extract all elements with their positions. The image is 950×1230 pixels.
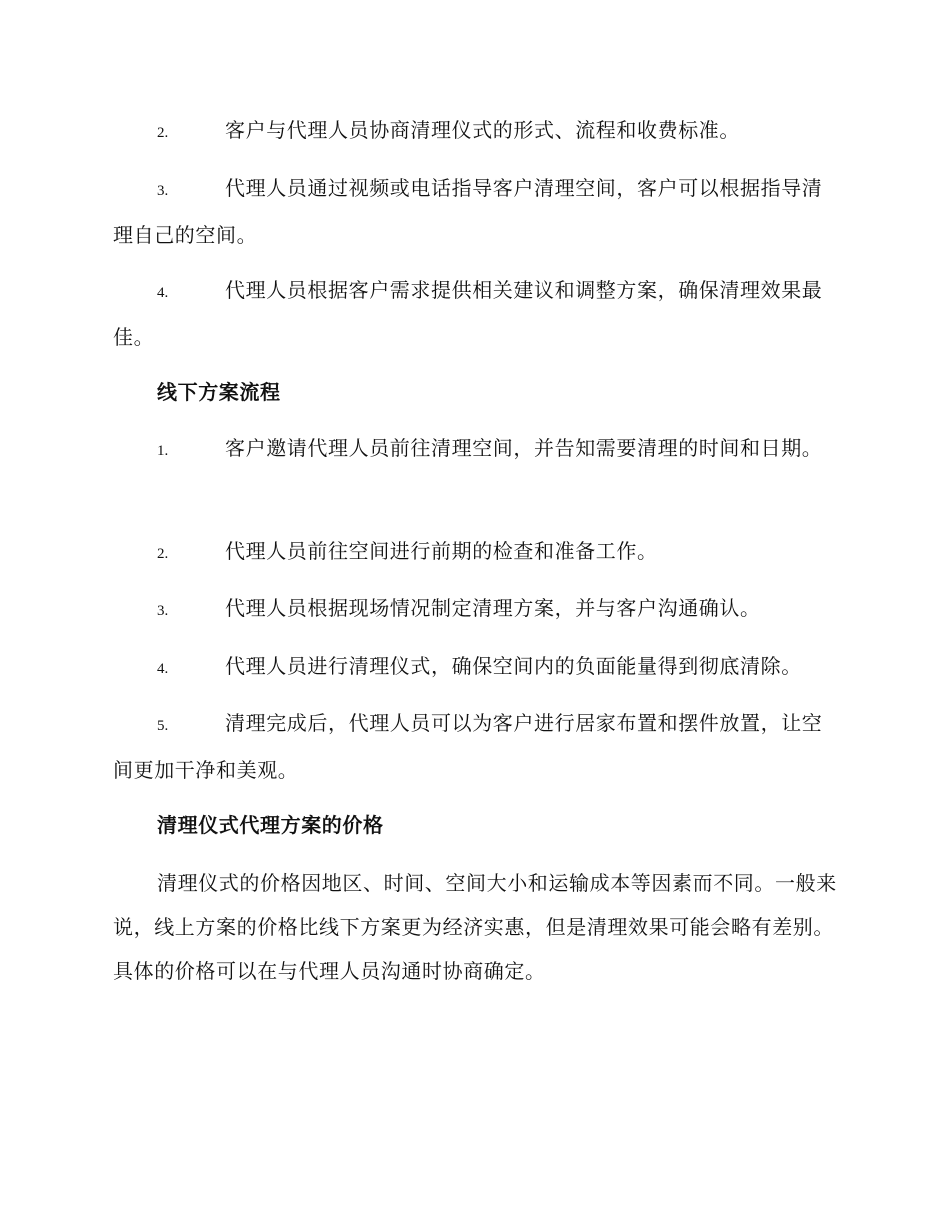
list-item bbox=[113, 701, 838, 792]
list-item-text: 代理人员前往空间进行前期的检查和准备工作。 bbox=[225, 539, 658, 563]
list-item-text: 代理人员根据客户需求提供相关建议和调整方案，确保清理效果最佳。 bbox=[113, 278, 823, 349]
list-item bbox=[113, 268, 838, 359]
list-item bbox=[113, 529, 838, 576]
list-item-text: 代理人员进行清理仪式，确保空间内的负面能量得到彻底清除。 bbox=[225, 654, 802, 678]
list-item-number: 2. bbox=[157, 546, 169, 562]
list-item-number: 5. bbox=[157, 718, 169, 734]
list-item bbox=[113, 166, 838, 257]
list-item-text: 代理人员根据现场情况制定清理方案，并与客户沟通确认。 bbox=[225, 596, 761, 620]
price-paragraph: 清理仪式的价格因地区、时间、空间大小和运输成本等因素而不同。一般来说，线上方案的价格比线下方案更为经济实惠，但是清理效果可能会略有差别。具体的价格可以在与代理人员沟通时协商确定。 bbox=[113, 871, 837, 983]
list-item-text: 清理完成后，代理人员可以为客户进行居家布置和摆件放置，让空间更加干净和美观。 bbox=[113, 711, 823, 782]
section-heading-price: 清理仪式代理方案的价格 bbox=[157, 813, 384, 837]
list-item-number: 4. bbox=[157, 285, 169, 301]
list-item-number: 1. bbox=[157, 443, 169, 459]
list-item bbox=[113, 644, 838, 691]
list-item-text: 代理人员通过视频或电话指导客户清理空间，客户可以根据指导清理自己的空间。 bbox=[113, 176, 823, 247]
list-item-text: 客户与代理人员协商清理仪式的形式、流程和收费标准。 bbox=[225, 118, 740, 142]
list-item-number: 4. bbox=[157, 661, 169, 677]
list-item-number: 3. bbox=[157, 183, 169, 199]
list-item bbox=[113, 586, 838, 633]
list-item-number: 2. bbox=[157, 125, 169, 141]
list-item-number: 3. bbox=[157, 603, 169, 619]
list-item bbox=[113, 426, 838, 473]
list-item-text: 客户邀请代理人员前往清理空间，并告知需要清理的时间和日期。 bbox=[225, 436, 823, 460]
section-heading-offline: 线下方案流程 bbox=[157, 380, 281, 404]
list-item bbox=[113, 108, 838, 155]
